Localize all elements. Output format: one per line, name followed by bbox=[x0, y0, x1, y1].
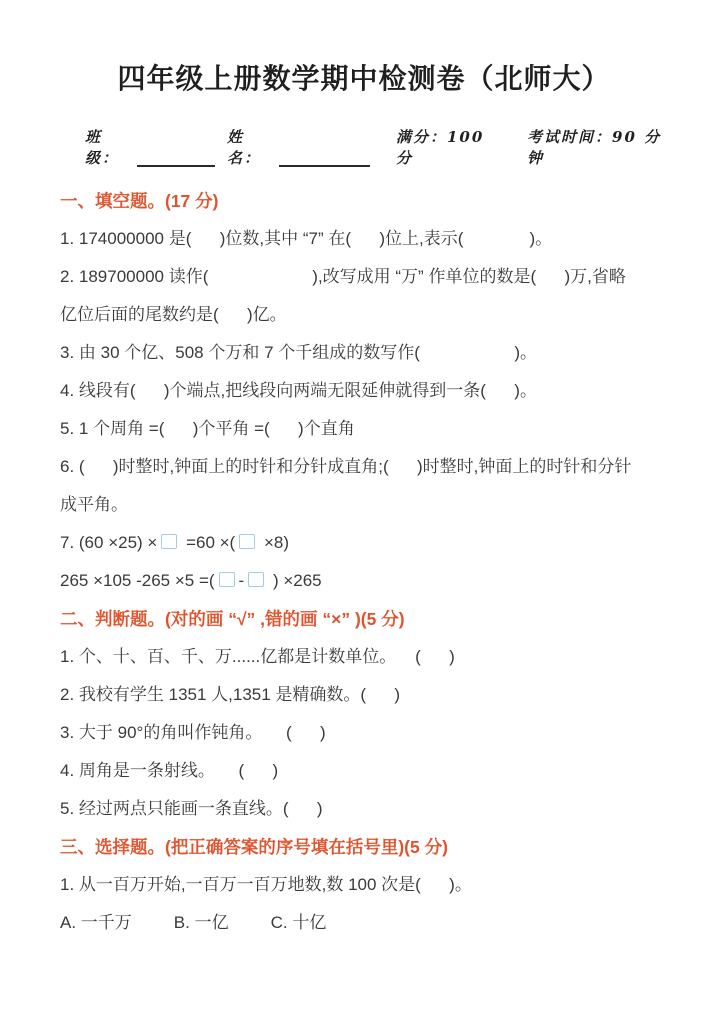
class-blank-line bbox=[137, 151, 215, 167]
judge-question-1: 1. 个、十、百、千、万......亿都是计数单位。 ( ) bbox=[60, 647, 455, 666]
option-c: C. 十亿 bbox=[270, 913, 327, 932]
name-label: 姓名： bbox=[226, 128, 261, 167]
full-score-label: 满分：100 分 bbox=[396, 128, 492, 167]
q7-line2-part2: - bbox=[238, 571, 245, 590]
answer-box bbox=[248, 572, 264, 587]
answer-box bbox=[161, 534, 177, 549]
fill-question-7-line1 bbox=[60, 524, 668, 562]
exam-meta-row bbox=[85, 126, 668, 168]
judge-question-5: 5. 经过两点只能画一条直线。( ) bbox=[60, 799, 323, 818]
section-fill-heading: 一、填空题。(17 分) bbox=[60, 191, 219, 211]
q7-line1-part2: =60 ×( bbox=[181, 533, 236, 552]
choice-question-1: 1. 从一百万开始,一百万一百万地数,数 100 次是( )。 bbox=[60, 875, 472, 894]
judge-question-2: 2. 我校有学生 1351 人,1351 是精确数。( ) bbox=[60, 685, 401, 704]
q7-line1-part1: 7. (60 ×25) × bbox=[60, 533, 158, 552]
fill-question-6-line2: 成平角。 bbox=[60, 495, 128, 514]
q7-line2-part3: ) ×265 bbox=[268, 571, 322, 590]
page-title: 四年级上册数学期中检测卷（北师大） bbox=[117, 64, 611, 95]
exam-time-label: 考试时间：90 分钟 bbox=[527, 128, 662, 167]
fill-question-4: 4. 线段有( )个端点,把线段向两端无限延伸就得到一条( )。 bbox=[60, 381, 537, 400]
fill-question-3: 3. 由 30 个亿、508 个万和 7 个千组成的数写作( )。 bbox=[60, 343, 538, 362]
fill-question-5: 5. 1 个周角 =( )个平角 =( )个直角 bbox=[60, 419, 355, 438]
name-blank-line bbox=[279, 151, 370, 167]
class-label: 班级： bbox=[85, 128, 120, 167]
fill-question-6-line1: 6. ( )时整时,钟面上的时针和分针成直角;( )时整时,钟面上的时针和分针 bbox=[60, 457, 632, 476]
option-a: A. 一千万 bbox=[60, 913, 132, 932]
q7-line2-part1: 265 ×105 -265 ×5 =( bbox=[60, 571, 215, 590]
q7-line1-part3: ×8) bbox=[259, 533, 289, 552]
choice-question-1-options bbox=[60, 904, 668, 942]
judge-question-4: 4. 周角是一条射线。 ( ) bbox=[60, 761, 279, 780]
fill-question-1: 1. 174000000 是( )位数,其中 “7” 在( )位上,表示( )。 bbox=[60, 229, 553, 248]
fill-question-2-line2: 亿位后面的尾数约是( )亿。 bbox=[60, 305, 287, 324]
answer-box bbox=[239, 534, 255, 549]
exam-body bbox=[60, 182, 668, 942]
fill-question-2-line1: 2. 189700000 读作( ),改写成用 “万” 作单位的数是( )万,省略 bbox=[60, 267, 626, 286]
section-choice-heading: 三、选择题。(把正确答案的序号填在括号里)(5 分) bbox=[60, 837, 448, 857]
judge-question-3: 3. 大于 90°的角叫作钝角。 ( ) bbox=[60, 723, 326, 742]
option-b: B. 一亿 bbox=[173, 913, 229, 932]
answer-box bbox=[219, 572, 235, 587]
section-judge-heading: 二、判断题。(对的画 “√” ,错的画 “×” )(5 分) bbox=[60, 609, 405, 629]
fill-question-7-line2 bbox=[60, 562, 668, 600]
